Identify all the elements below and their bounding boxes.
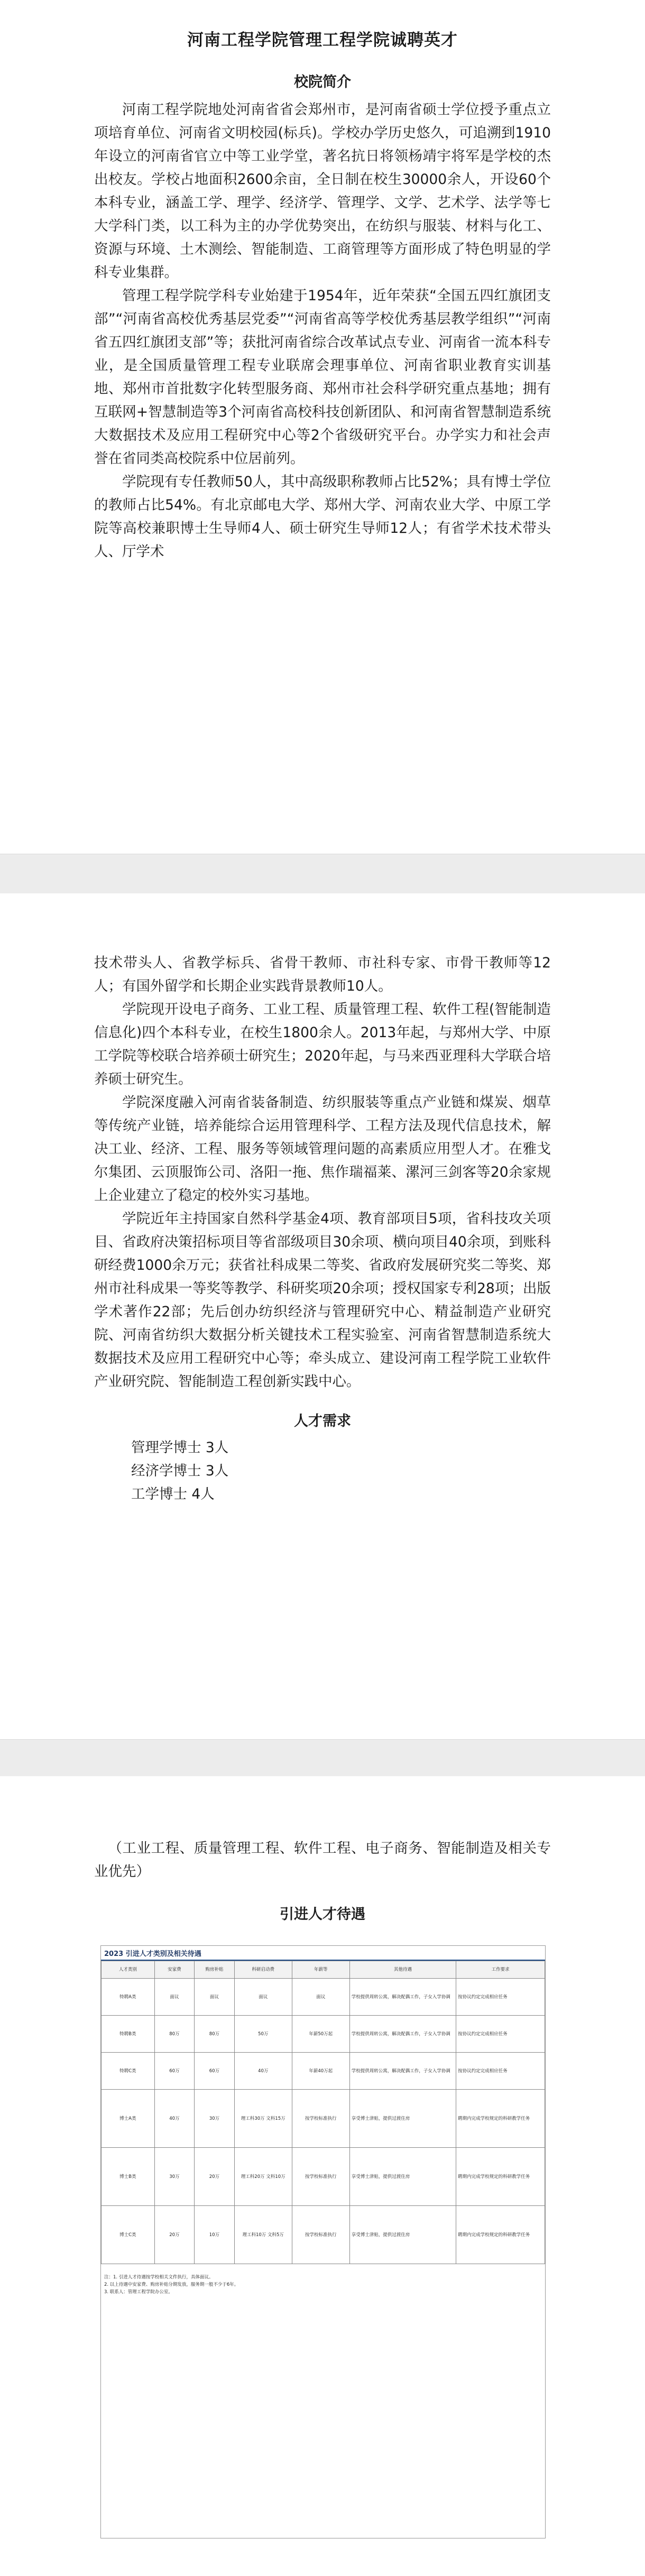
table-cell: 按协议约定完成相应任务 bbox=[456, 2053, 545, 2090]
table-cell: 面议 bbox=[234, 1979, 292, 2016]
treatment-table-image bbox=[100, 1945, 546, 2538]
table-cell: 60万 bbox=[195, 2053, 235, 2090]
table-cell: 特聘A类 bbox=[102, 1979, 155, 2016]
table-cell: 30万 bbox=[195, 2090, 235, 2148]
table-note: 3. 联系人：管理工程学院办公室。 bbox=[104, 2289, 173, 2295]
table-cell: 30万 bbox=[154, 2148, 195, 2206]
table-cell: 博士C类 bbox=[102, 2206, 155, 2264]
table-cell: 享受博士津贴，提供过渡住房 bbox=[349, 2206, 456, 2264]
table-row bbox=[102, 2206, 545, 2264]
table-header-cell: 科研启动费 bbox=[234, 1961, 292, 1979]
table-cell: 按学校标准执行 bbox=[292, 2148, 349, 2206]
document-page-3 bbox=[0, 1776, 645, 2576]
intro-paragraph-faculty: 学院现有专任教师50人，其中高级职称教师占比52%；具有博士学位的教师占比54%。有北京邮电大学、郑州大学、河南农业大学、中原工学院等高校兼职博士生导师4人、硕士研究生导师12人；有省学术技术带头人、厅学术 bbox=[94, 474, 551, 560]
table-cell: 享受博士津贴，提供过渡住房 bbox=[349, 2090, 456, 2148]
faculty-paragraph-continued: 技术带头人、省教学标兵、省骨干教师、市社科专家、市骨干教师等12人；有国外留学和长期企业实践背景教师10人。 bbox=[94, 955, 551, 994]
talent-needs-list bbox=[94, 1436, 551, 1506]
table-cell: 博士B类 bbox=[102, 2148, 155, 2206]
table-cell: 年薪50万起 bbox=[292, 2016, 349, 2053]
table-header-row bbox=[102, 1961, 545, 1979]
table-cell: 面议 bbox=[292, 1979, 349, 2016]
document-page-1 bbox=[0, 0, 645, 854]
page-1-content bbox=[94, 26, 551, 564]
page-3-content bbox=[94, 1837, 551, 1923]
table-cell: 面议 bbox=[195, 1979, 235, 2016]
table-note: 注：1. 引进人才待遇按学校相关文件执行，具体面议。 bbox=[104, 2275, 214, 2280]
table-cell: 博士A类 bbox=[102, 2090, 155, 2148]
table-cell: 按协议约定完成相应任务 bbox=[456, 2016, 545, 2053]
treatment-table bbox=[101, 1961, 545, 2264]
table-row bbox=[102, 1979, 545, 2016]
table-row bbox=[102, 2090, 545, 2148]
table-cell: 面议 bbox=[154, 1979, 195, 2016]
table-cell: 年薪40万起 bbox=[292, 2053, 349, 2090]
table-cell: 按学校标准执行 bbox=[292, 2090, 349, 2148]
section-heading-needs: 人才需求 bbox=[294, 1413, 351, 1429]
table-title: 2023 引进人才类别及相关待遇 bbox=[101, 1946, 545, 1961]
table-cell: 20万 bbox=[154, 2206, 195, 2264]
table-cell: 理工科30万 文科15万 bbox=[234, 2090, 292, 2148]
table-cell: 聘期内完成学校规定的科研教学任务 bbox=[456, 2148, 545, 2206]
table-cell: 80万 bbox=[154, 2016, 195, 2053]
majors-paragraph: 学院现开设电子商务、工业工程、质量管理工程、软件工程(智能制造信息化)四个本科专业，在校生1800余人。2013年起，与郑州大学、中原工学院等校联合培养硕士研究生；2020年起，与马来西亚理科大学联合培养硕士研究生。 bbox=[94, 1001, 551, 1087]
table-cell: 80万 bbox=[195, 2016, 235, 2053]
table-header-cell: 购房补贴 bbox=[195, 1961, 235, 1979]
table-header-cell: 年薪等 bbox=[292, 1961, 349, 1979]
page-title: 河南工程学院管理工程学院诚聘英才 bbox=[187, 31, 458, 50]
table-cell: 10万 bbox=[195, 2206, 235, 2264]
need-item: 工学博士 4人 bbox=[131, 1486, 215, 1502]
intro-paragraph-college: 管理工程学院学科专业始建于1954年，近年荣获“全国五四红旗团支部”“河南省高校优秀基层党委”“河南省高等学校优秀基层教学组织”“河南省五四红旗团支部”等；获批河南省综合改革试点专业、河南省一流本科专业，是全国质量管理工程专业联席会理事单位、河南省职业教育实训基地、郑州市首批数字化转型服务商、郑州市社会科学研究重点基地；拥有互联网+智慧制造等3个河南省高校科技创新团队、和河南省智慧制造系统大数据技术及应用工程研究中心等2个省级研究平台。办学实力和社会声誉在省同类高校院系中位居前列。 bbox=[94, 288, 551, 467]
table-cell: 特聘B类 bbox=[102, 2016, 155, 2053]
research-paragraph: 学院近年主持国家自然科学基金4项、教育部项目5项，省科技攻关项目、省政府决策招标项目等省部级项目30余项、横向项目40余项，到账科研经费1000余万元；获省社科成果二等奖、省政府发展研究奖二等奖、郑州市社科成果一等奖等教学、科研奖项20余项；授权国家专利28项；出版学术著作22部；先后创办纺织经济与管理研究中心、精益制造产业研究院、河南省纺织大数据分析关键技术工程实验室、河南省智慧制造系统大数据技术及应用工程研究中心等；牵头成立、建设河南工程学院工业软件产业研究院、智能制造工程创新实践中心。 bbox=[94, 1211, 551, 1390]
table-note: 2. 以上待遇中安家费、购房补贴分期发放，服务期一般不少于6年。 bbox=[104, 2282, 239, 2287]
table-cell: 学校提供周转公寓，解决配偶工作，子女入学协调 bbox=[349, 1979, 456, 2016]
table-cell: 50万 bbox=[234, 2016, 292, 2053]
intro-paragraph-school: 河南工程学院地处河南省省会郑州市，是河南省硕士学位授予重点立项培育单位、河南省文明校园(标兵)。学校办学历史悠久，可追溯到1910年设立的河南省官立中等工业学堂，著名抗日将领杨靖宇将军是学校的杰出校友。学校占地面积2600余亩，全日制在校生30000余人，开设60个本科专业，涵盖工学、理学、经济学、管理学、文学、艺术学、法学等七大学科门类，以工科为主的办学优势突出，在纺织与服装、材料与化工、资源与环境、土木测绘、智能制造、工商管理等方面形成了特色明显的学科专业集群。 bbox=[94, 101, 551, 281]
page-2-content bbox=[94, 952, 551, 1506]
document-page-2 bbox=[0, 893, 645, 1739]
table-header-cell: 其他待遇 bbox=[349, 1961, 456, 1979]
table-cell: 学校提供周转公寓，解决配偶工作，子女入学协调 bbox=[349, 2053, 456, 2090]
table-cell: 40万 bbox=[234, 2053, 292, 2090]
table-cell: 理工科10万 文科5万 bbox=[234, 2206, 292, 2264]
page-separator bbox=[0, 1739, 645, 1777]
table-row bbox=[102, 2053, 545, 2090]
table-cell: 40万 bbox=[154, 2090, 195, 2148]
table-cell: 特聘C类 bbox=[102, 2053, 155, 2090]
need-item: 管理学博士 3人 bbox=[131, 1439, 229, 1456]
table-header-cell: 安家费 bbox=[154, 1961, 195, 1979]
table-body bbox=[102, 1979, 545, 2264]
table-cell: 学校提供周转公寓，解决配偶工作，子女入学协调 bbox=[349, 2016, 456, 2053]
page-separator bbox=[0, 854, 645, 894]
table-cell: 享受博士津贴，提供过渡住房 bbox=[349, 2148, 456, 2206]
table-cell: 理工科20万 文科10万 bbox=[234, 2148, 292, 2206]
table-row bbox=[102, 2148, 545, 2206]
table-cell: 60万 bbox=[154, 2053, 195, 2090]
table-row bbox=[102, 2016, 545, 2053]
section-heading-intro: 校院简介 bbox=[294, 74, 351, 90]
table-cell: 按学校标准执行 bbox=[292, 2206, 349, 2264]
table-cell: 聘期内完成学校规定的科研教学任务 bbox=[456, 2090, 545, 2148]
need-item: 经济学博士 3人 bbox=[131, 1463, 229, 1479]
table-header-cell: 工作要求 bbox=[456, 1961, 545, 1979]
table-cell: 20万 bbox=[195, 2148, 235, 2206]
table-cell: 按协议约定完成相应任务 bbox=[456, 1979, 545, 2016]
table-cell: 聘期内完成学校规定的科研教学任务 bbox=[456, 2206, 545, 2264]
table-notes bbox=[104, 2274, 542, 2296]
section-heading-treatment: 引进人才待遇 bbox=[280, 1906, 365, 1923]
preferred-majors-note: （工业工程、质量管理工程、软件工程、电子商务、智能制造及相关专业优先） bbox=[94, 1840, 551, 1880]
industry-paragraph: 学院深度融入河南省装备制造、纺织服装等重点产业链和煤炭、烟草等传统产业链，培养能综合运用管理科学、工程方法及现代信息技术，解决工业、经济、工程、服务等领域管理问题的高素质应用型人才。在雅戈尔集团、云顶服饰公司、洛阳一拖、焦作瑞福莱、漯河三剑客等20余家规上企业建立了稳定的校外实习基地。 bbox=[94, 1094, 551, 1204]
table-header-cell: 人才类别 bbox=[102, 1961, 155, 1979]
